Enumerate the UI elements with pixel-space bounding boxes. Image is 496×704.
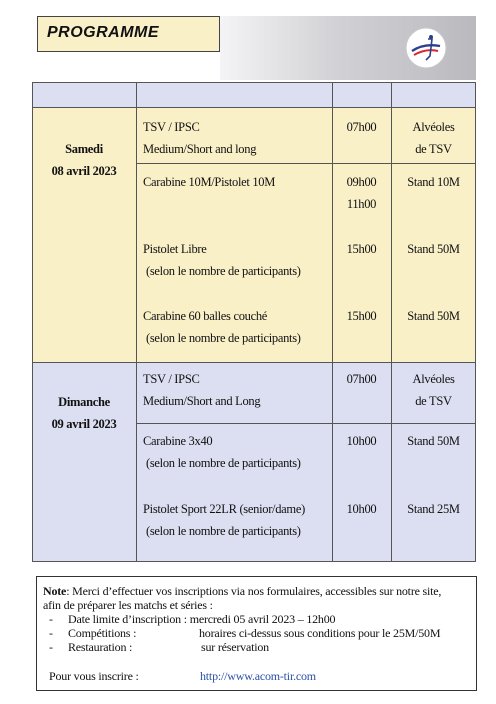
saturday-date: 08 avril 2023 xyxy=(51,164,117,178)
event-sub: (selon le nombre de participants) xyxy=(146,456,301,470)
event-place: Stand 50M xyxy=(407,309,460,323)
event-place: Stand 50M xyxy=(407,434,460,448)
signup-link[interactable]: http://www.acom-tir.com xyxy=(200,669,316,683)
event-time: 15h00 xyxy=(346,242,377,256)
event-sub: Medium/Short and long xyxy=(143,142,257,156)
event-time: 10h00 xyxy=(346,434,377,448)
event-place-cell xyxy=(391,498,476,520)
event-place: Stand 10M xyxy=(407,175,460,189)
event-sub: Medium/Short and Long xyxy=(143,394,261,408)
note-label: Note xyxy=(43,584,67,598)
event-name: Carabine 10M/Pistolet 10M xyxy=(143,175,276,189)
signup-label: Pour vous inscrire : xyxy=(49,669,139,683)
sunday-day-cell xyxy=(32,391,136,435)
saturday-day: Samedi xyxy=(65,142,103,156)
event-name-cell xyxy=(143,238,331,282)
note-item-label: Restauration : xyxy=(68,640,133,654)
event-name-cell xyxy=(143,305,331,349)
note-text: : Merci d’effectuer vos inscriptions via nos formulaires, accessibles sur notre site, xyxy=(66,584,442,598)
event-name-cell xyxy=(143,116,331,160)
event-time: 15h00 xyxy=(346,309,377,323)
page-title: PROGRAMME xyxy=(47,24,160,41)
note-item-label: Date limite d’inscription : mercredi 05 avril 2023 – 12h00 xyxy=(68,612,336,626)
event-time-cell xyxy=(332,171,391,215)
event-time: 10h00 xyxy=(346,502,377,516)
event-place-2: de TSV xyxy=(415,394,452,408)
note-intro xyxy=(43,584,441,598)
event-time-cell xyxy=(332,116,391,138)
event-place: Stand 25M xyxy=(407,502,460,516)
event-name: TSV / IPSC xyxy=(143,372,200,386)
note-item-value: sur réservation xyxy=(201,640,269,654)
event-time-cell xyxy=(332,430,391,452)
event-place-cell xyxy=(391,238,476,260)
event-place: Alvéoles xyxy=(412,120,455,134)
event-place-cell xyxy=(391,171,476,193)
note-item-label: Compétitions : xyxy=(68,626,137,640)
note-box xyxy=(36,576,477,691)
event-time-cell xyxy=(332,305,391,327)
note-bullet: - xyxy=(49,612,53,626)
sunday-date: 09 avril 2023 xyxy=(51,417,117,431)
event-name-cell xyxy=(143,430,331,474)
event-time: 07h00 xyxy=(346,120,377,134)
event-sub: (selon le nombre de participants) xyxy=(146,331,301,345)
event-name: Pistolet Sport 22LR (senior/dame) xyxy=(143,502,305,516)
event-place-cell xyxy=(391,430,476,452)
event-sub: (selon le nombre de participants) xyxy=(146,524,301,538)
event-place-2: de TSV xyxy=(415,142,452,156)
event-name-cell xyxy=(143,368,331,412)
event-time-2: 11h00 xyxy=(346,197,377,211)
sunday-day: Dimanche xyxy=(58,395,110,409)
event-time-cell xyxy=(332,238,391,260)
event-name-cell xyxy=(143,171,331,193)
event-name-cell xyxy=(143,498,331,542)
note-bullet: - xyxy=(49,640,53,654)
event-time: 07h00 xyxy=(346,372,377,386)
event-name: Pistolet Libre xyxy=(143,242,207,256)
event-name: Carabine 60 balles couché xyxy=(143,309,268,323)
event-sub: (selon le nombre de participants) xyxy=(146,264,301,278)
event-place-cell xyxy=(391,305,476,327)
note-item xyxy=(49,626,53,640)
event-time-cell xyxy=(332,498,391,520)
event-place: Alvéoles xyxy=(412,372,455,386)
note-item xyxy=(49,640,53,654)
note-item-value: horaires ci-dessus sous conditions pour le 25M/50M xyxy=(199,626,441,640)
event-name: TSV / IPSC xyxy=(143,120,200,134)
event-time: 09h00 xyxy=(346,175,377,189)
event-time-cell xyxy=(332,368,391,390)
note-text-2: afin de préparer les matchs et séries : xyxy=(43,598,213,612)
note-bullet: - xyxy=(49,626,53,640)
event-place-cell xyxy=(391,368,476,412)
event-place: Stand 50M xyxy=(407,242,460,256)
note-item xyxy=(49,612,53,626)
event-place-cell xyxy=(391,116,476,160)
saturday-day-cell xyxy=(32,138,136,182)
event-name: Carabine 3x40 xyxy=(143,434,213,448)
